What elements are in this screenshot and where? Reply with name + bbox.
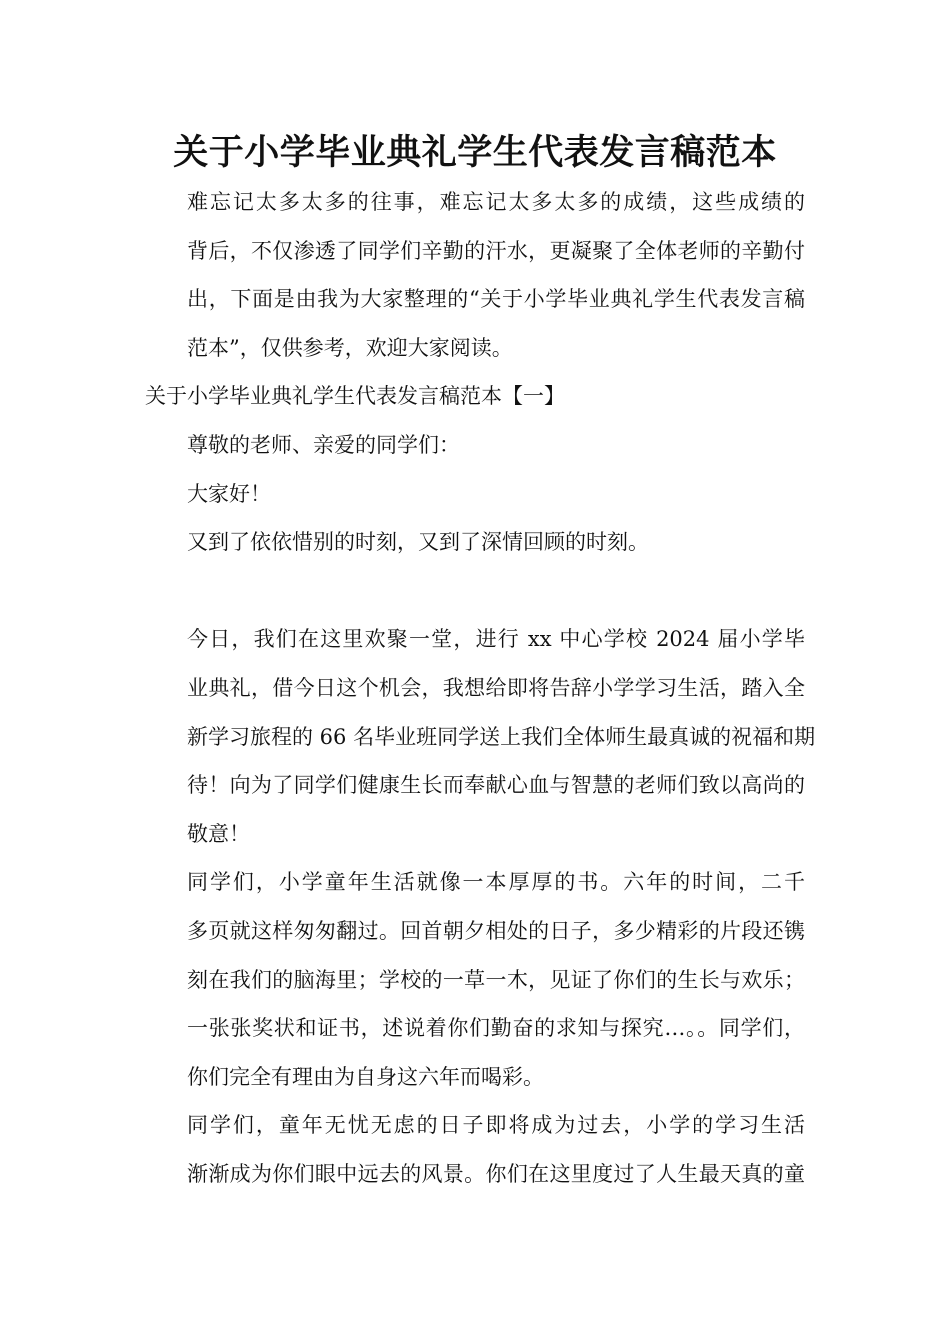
text-line: 尊敬的老师、亲爱的同学们： xyxy=(187,432,460,457)
text-line: 难忘记太多太多的往事，难忘记太多太多的成绩，这些成绩的 xyxy=(187,190,805,214)
text-line: 又到了依依惜别的时刻，又到了深情回顾的时刻。 xyxy=(187,530,649,555)
section-heading xyxy=(145,372,805,421)
text-line: 敬意！ xyxy=(187,821,250,846)
text-line: 渐渐成为你们眼中远去的风景。你们在这里度过了人生最天真的童 xyxy=(187,1161,805,1186)
salutation xyxy=(145,421,805,470)
text-line: 同学们，童年无忧无虑的日子即将成为过去，小学的学习生活 xyxy=(187,1113,805,1138)
body-paragraph xyxy=(145,1101,805,1198)
text-line: 刻在我们的脑海里；学校的一草一木，见证了你们的生长与欢乐； xyxy=(187,967,805,992)
text-line: 出，下面是由我为大家整理的“关于小学毕业典礼学生代表发言稿 xyxy=(187,287,805,312)
text-line: 一张张奖状和证书，述说着你们勤奋的求知与探究…。。同学们， xyxy=(187,1016,805,1041)
body-paragraph xyxy=(145,615,816,858)
text-line: 待！向为了同学们健康生长而奉献心血与智慧的老师们致以高尚的 xyxy=(187,773,805,798)
text-line: 关于小学毕业典礼学生代表发言稿范本【一】 xyxy=(145,384,565,409)
text-line: 同学们，小学童年生活就像一本厚厚的书。六年的时间，二千 xyxy=(187,870,805,895)
blank-line xyxy=(145,567,805,616)
text-line: 今日，我们在这里欢聚一堂，进行 xx 中心学校 2024 届小学毕 xyxy=(187,627,805,652)
greeting xyxy=(145,470,805,519)
text-line: 业典礼，借今日这个机会，我想给即将告辞小学学习生活，踏入全 xyxy=(187,675,805,700)
text-line: 多页就这样匆匆翻过。回首朝夕相处的日子，多少精彩的片段还镌 xyxy=(187,918,805,943)
text-line: 大家好！ xyxy=(187,481,271,506)
text-line: 新学习旅程的 66 名毕业班同学送上我们全体师生最真诚的祝福和期 xyxy=(187,724,816,749)
intro-paragraph xyxy=(145,178,805,372)
body-paragraph xyxy=(145,518,805,567)
text-line: 范本”，仅供参考，欢迎大家阅读。 xyxy=(187,335,513,360)
document-title: 关于小学毕业典礼学生代表发言稿范本 xyxy=(173,133,777,173)
text-line: 背后，不仅渗透了同学们辛勤的汗水，更凝聚了全体老师的辛勤付 xyxy=(187,238,805,263)
body-paragraph xyxy=(145,858,805,1101)
text-line: 你们完全有理由为自身这六年而喝彩。 xyxy=(187,1064,544,1089)
document-page xyxy=(145,128,816,1198)
